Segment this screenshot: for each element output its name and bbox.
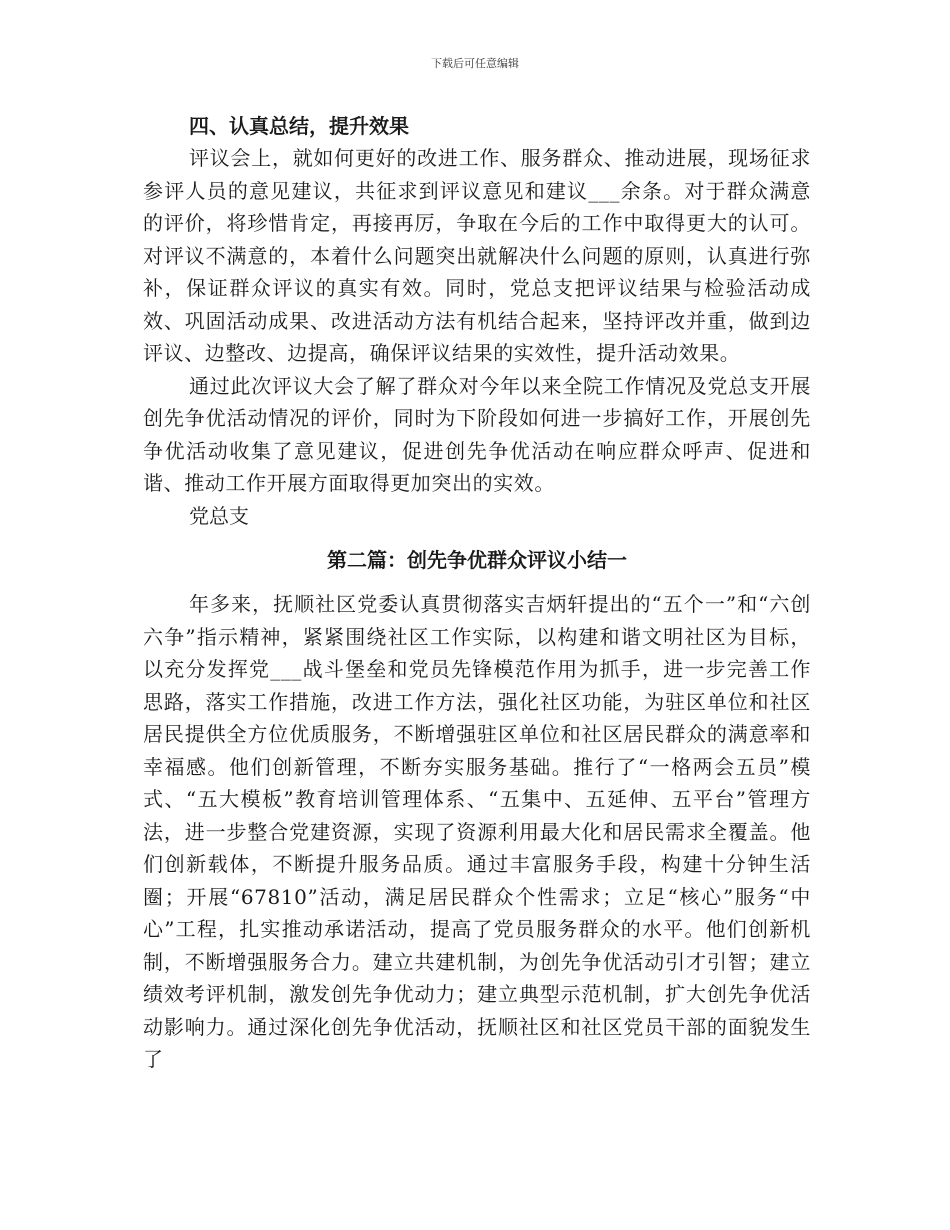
header-note: 下载后可任意编辑 [431, 57, 519, 70]
paragraph: 通过此次评议大会了解了群众对今年以来全院工作情况及党总支开展创先争优活动情况的评价，同时为下阶段如何进一步搞好工作，开展创先争优活动收集了意见建议，促进创先争优活动在响应群众呼声、促进和谐、推动工作开展方面取得更加突出的实效。 [143, 373, 811, 495]
paragraph: 年多来，抚顺社区党委认真贯彻落实吉炳轩提出的“五个一”和“六创六争”指示精神，紧紧围绕社区工作实际，以构建和谐文明社区为目标，以充分发挥党___战斗堡垒和党员先锋模范作用为抓手，进一步完善工作思路，落实工作措施，改进工作方法，强化社区功能，为驻区单位和社区居民提供全方位优质服务，不断增强驻区单位和社区居民群众的满意率和幸福感。他们创新管理，不断夯实服务基础。推行了“一格两会五员”模式、“五大模板”教育培训管理体系、“五集中、五延伸、五平台”管理方法，进一步整合党建资源，实现了资源利用最大化和居民需求全覆盖。他们创新载体，不断提升服务品质。通过丰富服务手段，构建十分钟生活圈；开展“67810”活动，满足居民群众个性需求；立足“核心”服务“中心”工程，扎实推动承诺活动，提高了党员服务群众的水平。他们创新机制，不断增强服务合力。建立共建机制，为创先争优活动引才引智；建立绩效考评机制，激发创先争优动力；建立典型示范机制，扩大创先争优活动影响力。通过深化创先争优活动，抚顺社区和社区党员干部的面貌发生了 [143, 592, 811, 1071]
part-title: 第二篇：创先争优群众评议小结一 [327, 548, 627, 572]
document-body [143, 110, 811, 1076]
signature: 党总支 [189, 503, 249, 528]
section-heading: 四、认真总结，提升效果 [189, 114, 409, 138]
paragraph: 评议会上，就如何更好的改进工作、服务群众、推动进展，现场征求参评人员的意见建议，共征求到评议意见和建议___余条。对于群众满意的评价，将珍惜肯定，再接再厉，争取在今后的工作中取得更大的认可。对评议不满意的，本着什么问题突出就解决什么问题的原则，认真进行弥补，保证群众评议的真实有效。同时，党总支把评议结果与检验活动成效、巩固活动成果、改进活动方法有机结合起来，坚持评改并重，做到边评议、边整改、边提高，确保评议结果的实效性，提升活动效果。 [143, 146, 811, 365]
